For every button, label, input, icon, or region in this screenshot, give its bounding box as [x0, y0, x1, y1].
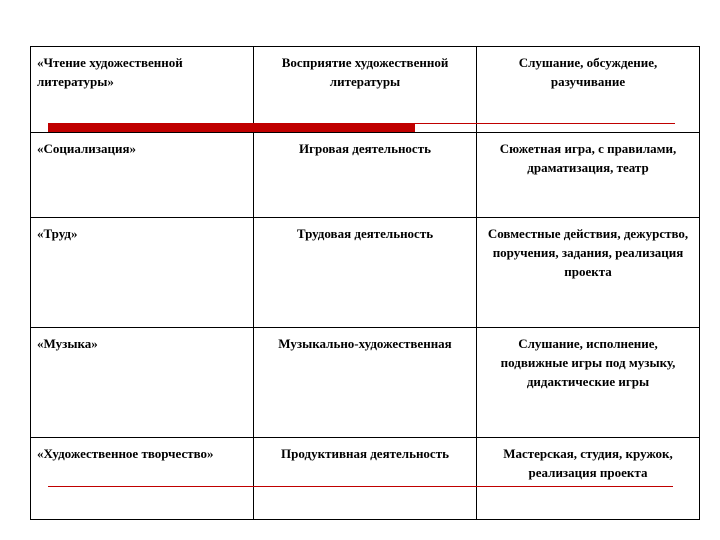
table-row: [31, 47, 700, 133]
decorative-red-line-bottom: [48, 486, 673, 487]
table-cell-activity: Продуктивная деятельность: [254, 438, 477, 520]
table-cell-activity: Трудовая деятельность: [254, 218, 477, 328]
table-row: [31, 133, 700, 218]
table-row: [31, 328, 700, 438]
table-cell-activity: Восприятие художественной литературы: [254, 47, 477, 133]
table-cell-forms: Сюжетная игра, с правилами, драматизация, театр: [477, 133, 700, 218]
table-cell-area: «Социализация»: [31, 133, 254, 218]
table-cell-area: «Труд»: [31, 218, 254, 328]
table-cell-area: «Художественное творчество»: [31, 438, 254, 520]
table-row: [31, 438, 700, 520]
table-cell-area: «Чтение художественной литературы»: [31, 47, 254, 133]
table-cell-activity: Игровая деятельность: [254, 133, 477, 218]
table-cell-area: «Музыка»: [31, 328, 254, 438]
table-row: [31, 218, 700, 328]
table-cell-forms: Слушание, исполнение, подвижные игры под музыку, дидактические игры: [477, 328, 700, 438]
decorative-red-line-top: [415, 123, 675, 124]
table-cell-forms: Слушание, обсуждение, разучивание: [477, 47, 700, 133]
table-cell-forms: Мастерская, студия, кружок, реализация проекта: [477, 438, 700, 520]
decorative-red-bar: [48, 123, 415, 132]
activities-table: [30, 46, 700, 520]
table-cell-forms: Совместные действия, дежурство, поручения, задания, реализация проекта: [477, 218, 700, 328]
table-cell-activity: Музыкально-художественная: [254, 328, 477, 438]
